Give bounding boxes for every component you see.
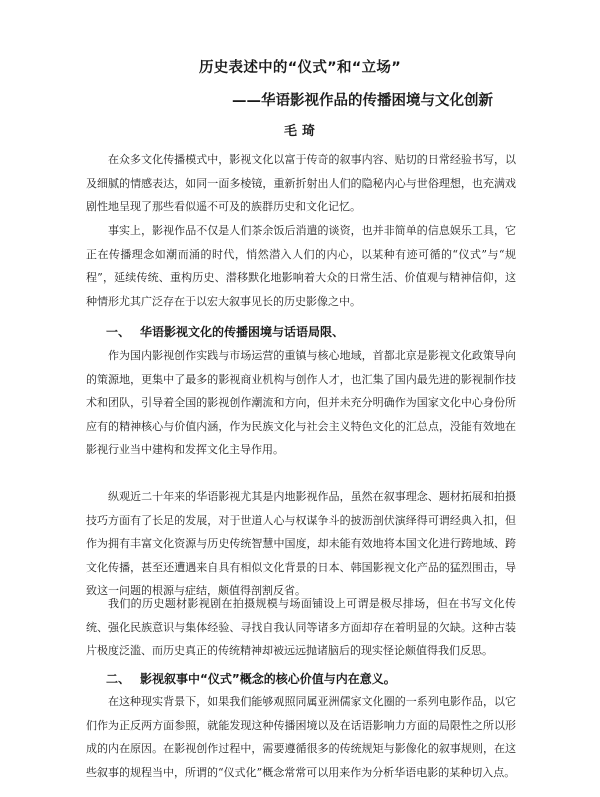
paragraph-beijing: 作为国内影视创作实践与市场运营的重镇与核心地域，首都北京是影视文化政策导向的策源地，更集中了最多的影视商业机构与创作人才，也汇集了国内最先进的影视制作技术和团队，引导着全国的影视创作潮流和方向，但并未充分明确作为国家文化中心身份所应有的精神核心与价值内涵，作为民族文化与社会主义特色文化的汇总点，没能有效地在影视行业当中建构和发挥文化主导作用。 [86,349,516,456]
paragraph-context: 在这种现实背景下，如果我们能够观照同属亚洲儒家文化圈的一系列电影作品，以它们作为正反两方面参照，就能发现这种传播困境以及在话语影响力方面的局限性之所以形成的内在原因。在影视创作过程中，需要遵循很多的传统规矩与影像化的叙事规则，在这些叙事的规程当中，所谓的“仪式化”概念常常可以用来作为分析华语电影的某种切入点。 [86,695,516,779]
document-subtitle: ——华语影视作品的传播困境与文化创新 [232,93,493,109]
document-author: 毛琦 [284,124,321,139]
paragraph-history-drama: 我们的历史题材影视剧在拍摄规模与场面铺设上可谓是极尽排场，但在书写文化传统、强化民族意识与集体经验、寻找自我认同等诸多方面却存在着明显的欠缺。这种古装片极度泛滥、而历史真正的传统精神却被远远抛诸脑后的现实怪论颇值得我们反思。 [86,597,516,657]
paragraph-intro: 在众多文化传播模式中，影视文化以富于传奇的叙事内容、贴切的日常经验书写，以及细腻的情感表达，如同一面多棱镜，重新折射出人们的隐秘内心与世俗理想，也充满戏剧性地呈现了那些看似遥不可及的族群历史和文化记忆。 [86,153,516,213]
paragraph-review: 纵观近二十年来的华语影视尤其是内地影视作品，虽然在叙事理念、题材拓展和拍摄技巧方面有了长足的发展，对于世道人心与权谋争斗的披沥剖伏演绎得可谓经典入扣，但作为拥有丰富文化资源与历史传统智慧中国度，却未能有效地将本国文化进行跨地域、跨文化传播，甚至还遭遇来自具有相似文化背景的日本、韩国影视文化产品的猛烈围击，导致这一问题的根源与症结，颇值得剖割反省。 [86,490,516,597]
paragraph-ritual: 事实上，影视作品不仅是人们茶余饭后消遣的谈资，也并非简单的信息娱乐工具，它正在传播理念如潮而涌的时代，悄然潜入人们的内心，以某种有迹可循的“仪式”与“规程”，延续传统、重构历史、潜移默化地影响着大众的日常生活、价值观与精神信仰，这种情形尤其广泛存在于以宏大叙事见长的历史影像之中。 [86,224,516,308]
section-heading-1 [106,323,344,340]
section-number: 一、 [106,325,131,339]
section-heading-2 [106,670,396,687]
section-title: 华语影视文化的传播困境与话语局限、 [140,325,345,339]
document-title: 历史表述中的“仪式”和“立场” [198,60,402,76]
section-title: 影视叙事中“仪式”概念的核心价值与内在意义。 [140,672,396,686]
section-number: 二、 [106,672,131,686]
